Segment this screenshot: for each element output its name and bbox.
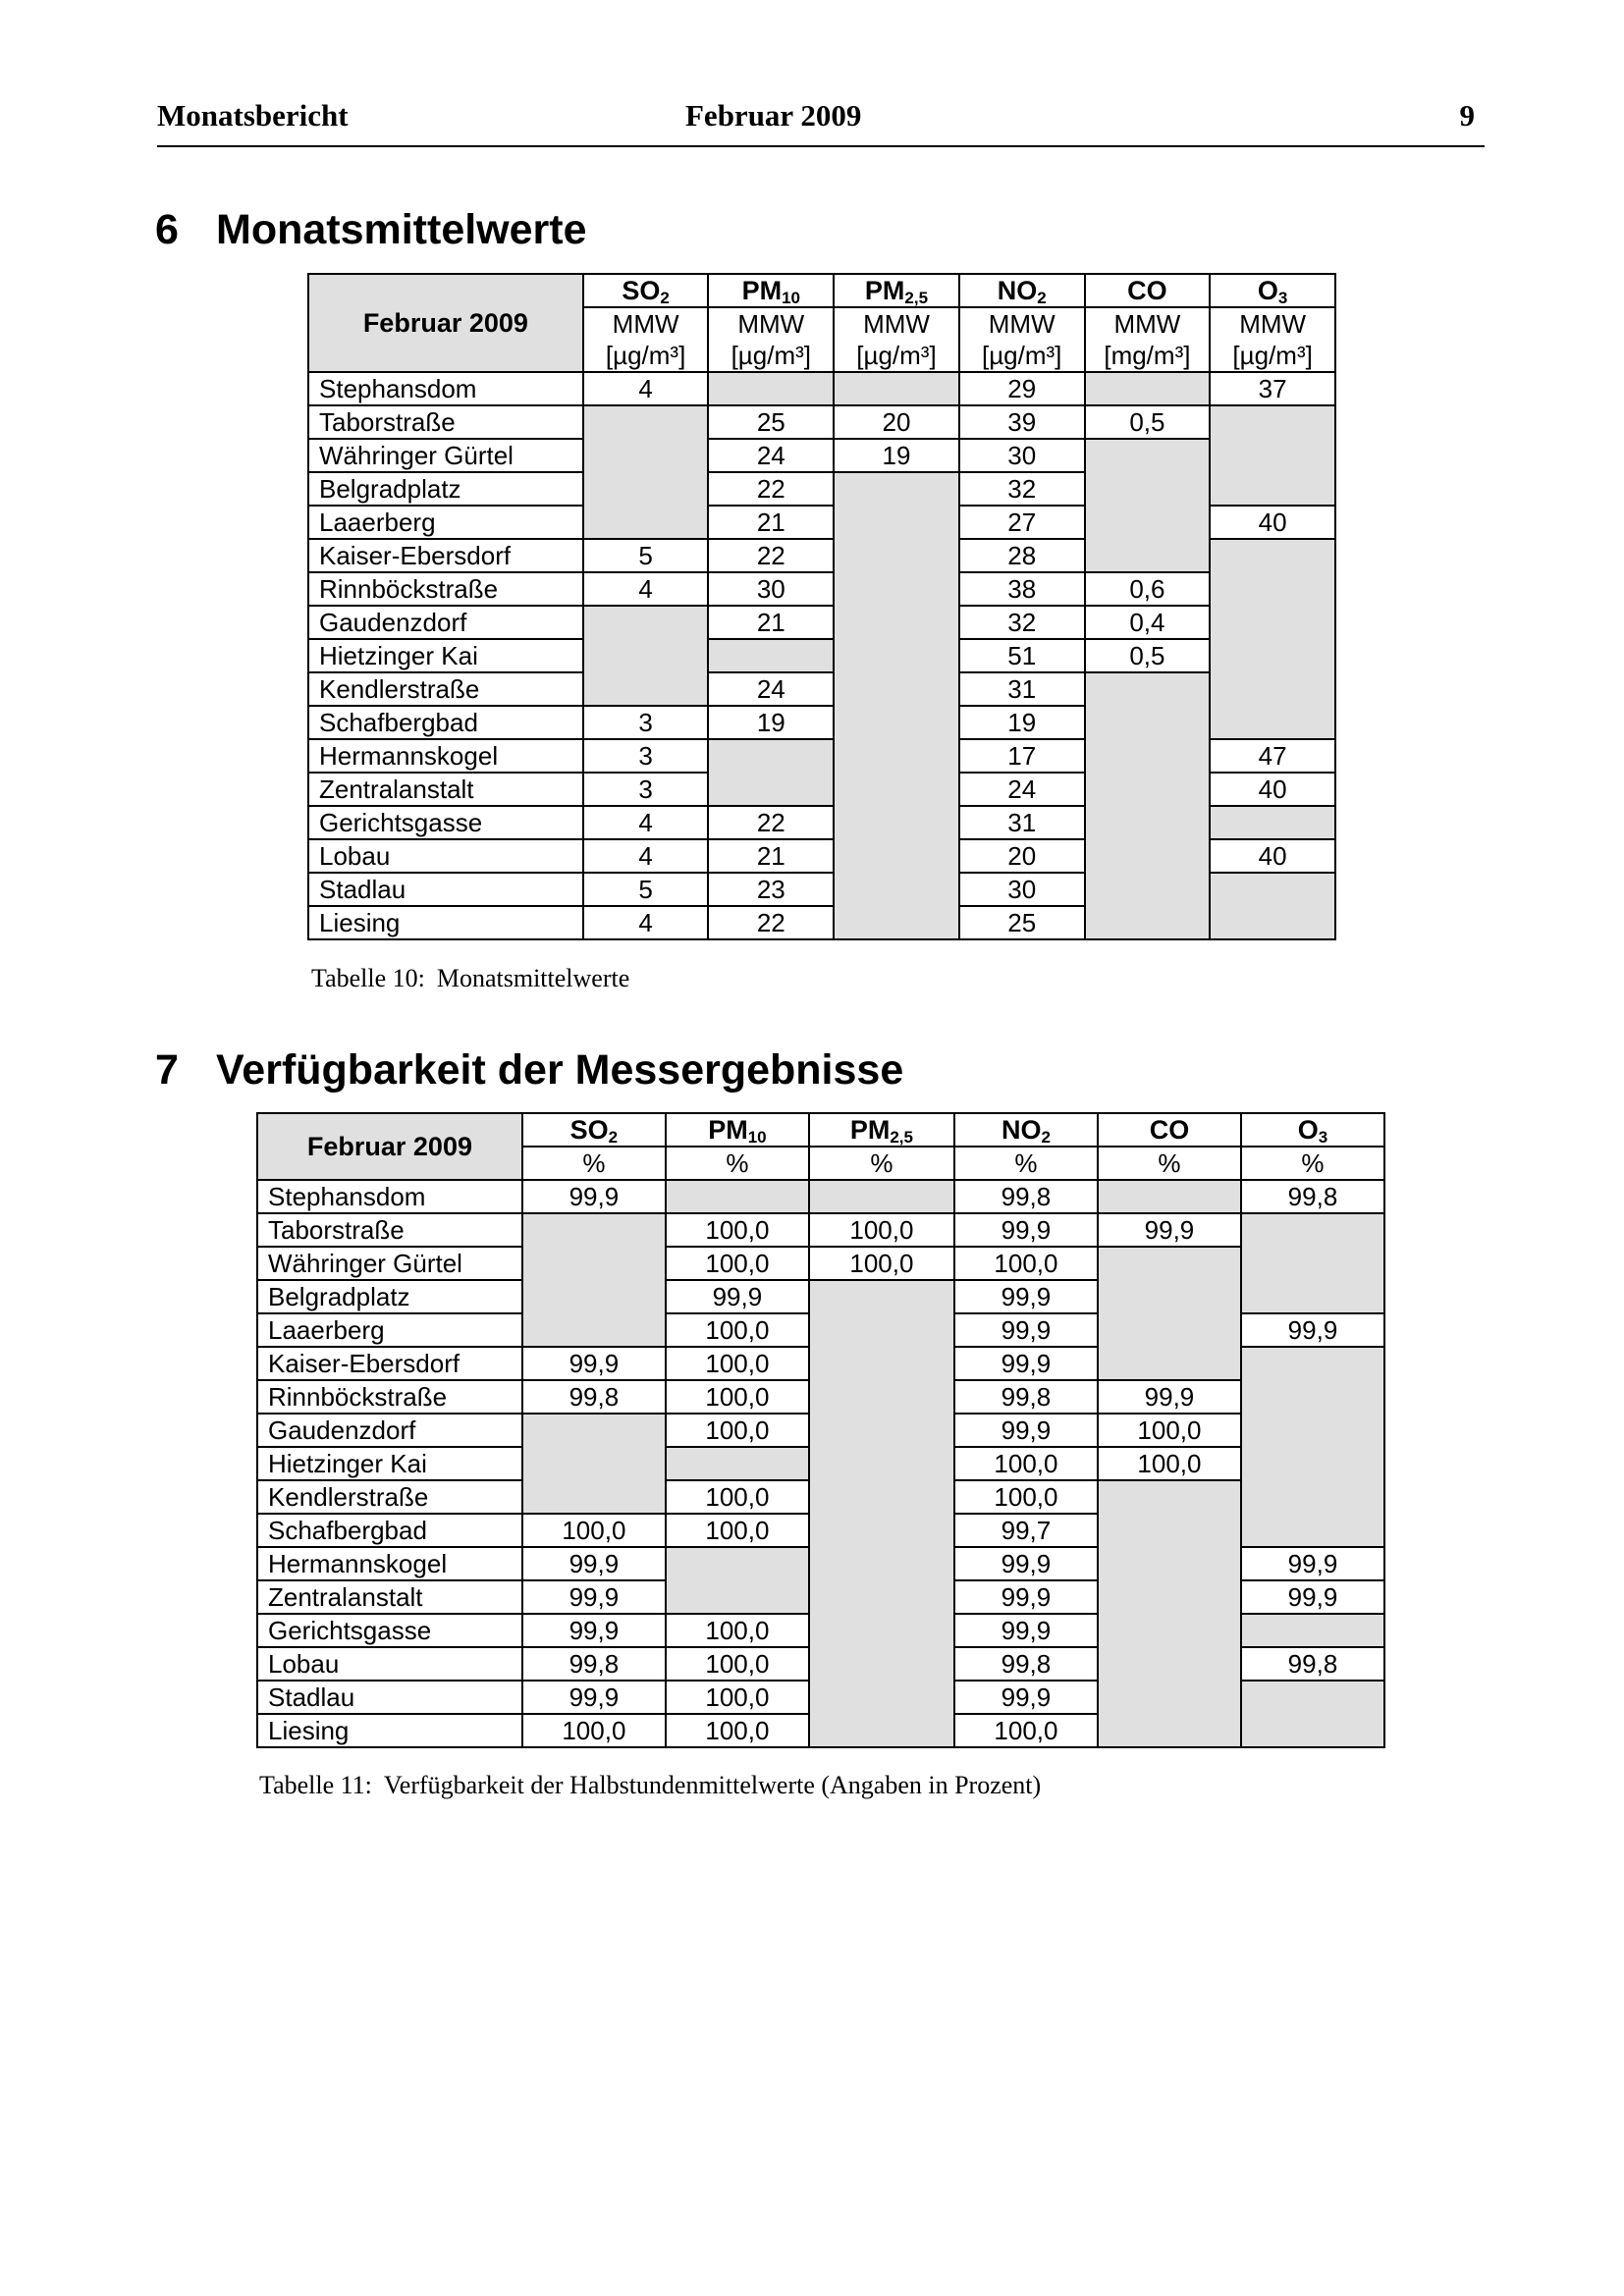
- value-cell-pm10: 100,0: [666, 1213, 809, 1247]
- value-cell-o3: 37: [1210, 372, 1335, 405]
- station-name: Lobau: [308, 839, 583, 873]
- value-cell-no2: 100,0: [954, 1480, 1098, 1514]
- no-measurement-cell: [522, 1414, 666, 1514]
- value-cell-pm10: 19: [708, 706, 834, 739]
- unit-label: MMW: [612, 309, 679, 339]
- station-name: Hietzinger Kai: [257, 1447, 522, 1480]
- station-name: Taborstraße: [308, 405, 583, 439]
- unit-dimension: [µg/m³]: [981, 341, 1062, 370]
- no-measurement-cell: [1241, 1614, 1384, 1647]
- value-cell-no2: 100,0: [954, 1247, 1098, 1280]
- table-row: [257, 1247, 1384, 1280]
- column-header-unit: %: [954, 1147, 1098, 1180]
- station-name: Rinnböckstraße: [257, 1380, 522, 1414]
- value-cell-o3: 99,8: [1241, 1647, 1384, 1681]
- no-measurement-cell: [1098, 1480, 1241, 1747]
- caption-text: Verfügbarkeit der Halbstundenmittelwerte (Angaben in Prozent): [383, 1771, 1042, 1799]
- value-cell-o3: 47: [1210, 739, 1335, 773]
- table-row: [257, 1180, 1384, 1213]
- value-cell-so2: 100,0: [522, 1514, 666, 1547]
- value-cell-no2: 30: [959, 873, 1085, 906]
- page-number: 9: [1459, 98, 1475, 133]
- value-cell-no2: 99,9: [954, 1681, 1098, 1714]
- pollutant-name: PM: [849, 1114, 891, 1145]
- station-name: Kaiser-Ebersdorf: [257, 1347, 522, 1380]
- value-cell-no2: 24: [959, 773, 1085, 806]
- pollutant-subscript: 2,5: [890, 1127, 913, 1147]
- pollutant-name: NO: [997, 275, 1038, 305]
- column-header-unit: [1085, 307, 1211, 372]
- value-cell-pm10: 22: [708, 906, 834, 939]
- column-header-unit: [583, 307, 709, 372]
- unit-label: MMW: [988, 309, 1056, 339]
- value-cell-no2: 39: [959, 405, 1085, 439]
- station-name: Schafbergbad: [308, 706, 583, 739]
- station-name: Stadlau: [257, 1681, 522, 1714]
- value-cell-no2: 99,9: [954, 1313, 1098, 1347]
- column-header-unit: [708, 307, 834, 372]
- corner-label: Februar 2009: [257, 1113, 522, 1180]
- no-measurement-cell: [1210, 539, 1335, 739]
- value-cell-no2: 99,9: [954, 1213, 1098, 1247]
- table-caption: [259, 1769, 1041, 1802]
- column-header-pollutant: [1098, 1113, 1241, 1147]
- no-measurement-cell: [1085, 439, 1211, 572]
- section-heading-verfuegbarkeit: [155, 1042, 903, 1097]
- value-cell-no2: 20: [959, 839, 1085, 873]
- station-name: Zentralanstalt: [257, 1580, 522, 1614]
- value-cell-no2: 99,8: [954, 1647, 1098, 1681]
- pollutant-subscript: 2: [1041, 1127, 1051, 1147]
- value-cell-pm10: 100,0: [666, 1313, 809, 1347]
- station-name: Stephansdom: [308, 372, 583, 405]
- value-cell-no2: 99,9: [954, 1547, 1098, 1580]
- header-row: [308, 274, 1335, 307]
- value-cell-o3: 40: [1210, 839, 1335, 873]
- value-cell-pm25: 19: [834, 439, 959, 472]
- station-name: Kaiser-Ebersdorf: [308, 539, 583, 572]
- value-cell-pm10: 100,0: [666, 1614, 809, 1647]
- station-name: Gaudenzdorf: [308, 606, 583, 639]
- value-cell-pm10: 100,0: [666, 1380, 809, 1414]
- running-header-date: Februar 2009: [685, 98, 862, 133]
- value-cell-o3: 99,9: [1241, 1580, 1384, 1614]
- no-measurement-cell: [1210, 873, 1335, 939]
- value-cell-so2: 4: [583, 372, 709, 405]
- station-name: Belgradplatz: [308, 472, 583, 506]
- no-measurement-cell: [1085, 372, 1211, 405]
- no-measurement-cell: [834, 372, 959, 405]
- pollutant-subscript: 2: [1037, 288, 1047, 307]
- value-cell-so2: 99,9: [522, 1614, 666, 1647]
- value-cell-so2: 5: [583, 539, 709, 572]
- table-row: [308, 672, 1335, 706]
- section-number: 7: [155, 1046, 179, 1094]
- no-measurement-cell: [666, 1447, 809, 1480]
- value-cell-no2: 17: [959, 739, 1085, 773]
- value-cell-no2: 27: [959, 506, 1085, 539]
- caption-label: Tabelle 10:: [311, 964, 425, 992]
- value-cell-pm25: 100,0: [809, 1213, 954, 1247]
- value-cell-co: 0,4: [1085, 606, 1211, 639]
- station-name: Gaudenzdorf: [257, 1414, 522, 1447]
- pollutant-subscript: 2,5: [904, 288, 929, 307]
- value-cell-co: 0,5: [1085, 405, 1211, 439]
- value-cell-pm10: 23: [708, 873, 834, 906]
- pollutant-name: CO: [1149, 1114, 1190, 1145]
- header-rule: [157, 145, 1485, 147]
- pollutant-name: NO: [1001, 1114, 1042, 1145]
- caption-label: Tabelle 11:: [259, 1771, 372, 1799]
- column-header-unit: [1210, 307, 1335, 372]
- value-cell-pm10: 21: [708, 506, 834, 539]
- value-cell-no2: 100,0: [954, 1447, 1098, 1480]
- column-header-pollutant: [666, 1113, 809, 1147]
- column-header-unit: %: [522, 1147, 666, 1180]
- value-cell-o3: 99,9: [1241, 1313, 1384, 1347]
- value-cell-so2: 99,8: [522, 1380, 666, 1414]
- column-header-pollutant: [959, 274, 1085, 307]
- value-cell-pm10: 21: [708, 606, 834, 639]
- station-name: Taborstraße: [257, 1213, 522, 1247]
- station-name: Lobau: [257, 1647, 522, 1681]
- no-measurement-cell: [666, 1547, 809, 1614]
- value-cell-no2: 31: [959, 672, 1085, 706]
- caption-text: Monatsmittelwerte: [436, 964, 630, 992]
- table-row: [308, 405, 1335, 439]
- value-cell-no2: 28: [959, 539, 1085, 572]
- value-cell-no2: 38: [959, 572, 1085, 606]
- no-measurement-cell: [1098, 1247, 1241, 1380]
- section-number: 6: [155, 206, 179, 253]
- station-name: Zentralanstalt: [308, 773, 583, 806]
- no-measurement-cell: [1085, 672, 1211, 939]
- station-name: Stephansdom: [257, 1180, 522, 1213]
- no-measurement-cell: [708, 639, 834, 672]
- value-cell-pm10: 30: [708, 572, 834, 606]
- pollutant-name: O: [1297, 1114, 1319, 1145]
- value-cell-so2: 3: [583, 773, 709, 806]
- station-name: Hietzinger Kai: [308, 639, 583, 672]
- no-measurement-cell: [1210, 806, 1335, 839]
- value-cell-so2: 3: [583, 739, 709, 773]
- column-header-pollutant: [809, 1113, 954, 1147]
- value-cell-pm10: 99,9: [666, 1280, 809, 1313]
- value-cell-pm10: 100,0: [666, 1480, 809, 1514]
- value-cell-co: 100,0: [1098, 1447, 1241, 1480]
- station-name: Kendlerstraße: [308, 672, 583, 706]
- value-cell-o3: 40: [1210, 773, 1335, 806]
- value-cell-pm10: 22: [708, 806, 834, 839]
- section-title: Verfügbarkeit der Messergebnisse: [216, 1046, 904, 1094]
- value-cell-no2: 99,9: [954, 1280, 1098, 1313]
- no-measurement-cell: [708, 372, 834, 405]
- value-cell-no2: 100,0: [954, 1714, 1098, 1747]
- value-cell-no2: 29: [959, 372, 1085, 405]
- value-cell-co: 0,6: [1085, 572, 1211, 606]
- value-cell-so2: 4: [583, 906, 709, 939]
- value-cell-o3: 40: [1210, 506, 1335, 539]
- no-measurement-cell: [583, 405, 709, 539]
- value-cell-so2: 99,9: [522, 1681, 666, 1714]
- unit-dimension: [µg/m³]: [856, 341, 937, 370]
- column-header-pollutant: [1210, 274, 1335, 307]
- column-header-pollutant: [954, 1113, 1098, 1147]
- value-cell-pm10: 100,0: [666, 1514, 809, 1547]
- value-cell-no2: 32: [959, 472, 1085, 506]
- pollutant-name: SO: [622, 275, 661, 305]
- value-cell-co: 99,9: [1098, 1380, 1241, 1414]
- value-cell-so2: 5: [583, 873, 709, 906]
- unit-dimension: [µg/m³]: [731, 341, 811, 370]
- table-caption: [311, 962, 629, 995]
- no-measurement-cell: [1241, 1213, 1384, 1313]
- unit-dimension: [mg/m³]: [1104, 341, 1191, 370]
- unit-label: MMW: [1113, 309, 1181, 339]
- station-name: Währinger Gürtel: [257, 1247, 522, 1280]
- no-measurement-cell: [809, 1280, 954, 1747]
- value-cell-pm10: 100,0: [666, 1714, 809, 1747]
- column-header-pollutant: [522, 1113, 666, 1147]
- value-cell-so2: 4: [583, 806, 709, 839]
- table-row: [308, 572, 1335, 606]
- station-name: Liesing: [257, 1714, 522, 1747]
- value-cell-co: 100,0: [1098, 1414, 1241, 1447]
- no-measurement-cell: [1241, 1681, 1384, 1747]
- value-cell-no2: 99,9: [954, 1580, 1098, 1614]
- value-cell-no2: 31: [959, 806, 1085, 839]
- station-name: Währinger Gürtel: [308, 439, 583, 472]
- value-cell-no2: 99,8: [954, 1180, 1098, 1213]
- station-name: Kendlerstraße: [257, 1480, 522, 1514]
- station-name: Hermannskogel: [308, 739, 583, 773]
- header-row: [257, 1113, 1384, 1147]
- no-measurement-cell: [1210, 405, 1335, 506]
- station-name: Laaerberg: [257, 1313, 522, 1347]
- table-row: [257, 1213, 1384, 1247]
- value-cell-pm10: 100,0: [666, 1247, 809, 1280]
- table-verfuegbarkeit: [256, 1112, 1385, 1748]
- no-measurement-cell: [1241, 1347, 1384, 1547]
- column-header-unit: %: [1241, 1147, 1384, 1180]
- value-cell-so2: 99,9: [522, 1347, 666, 1380]
- value-cell-pm10: 25: [708, 405, 834, 439]
- value-cell-pm10: 100,0: [666, 1414, 809, 1447]
- no-measurement-cell: [583, 606, 709, 706]
- value-cell-o3: 99,8: [1241, 1180, 1384, 1213]
- running-header-title: Monatsbericht: [157, 98, 349, 133]
- table-row: [308, 372, 1335, 405]
- column-header-unit: %: [809, 1147, 954, 1180]
- station-name: Gerichtsgasse: [308, 806, 583, 839]
- station-name: Rinnböckstraße: [308, 572, 583, 606]
- pollutant-name: O: [1257, 275, 1278, 305]
- value-cell-pm10: 100,0: [666, 1647, 809, 1681]
- value-cell-so2: 99,9: [522, 1580, 666, 1614]
- value-cell-pm10: 100,0: [666, 1347, 809, 1380]
- column-header-unit: %: [666, 1147, 809, 1180]
- value-cell-so2: 99,9: [522, 1547, 666, 1580]
- value-cell-no2: 19: [959, 706, 1085, 739]
- table-row: [308, 439, 1335, 472]
- unit-label: MMW: [737, 309, 805, 339]
- corner-label: Februar 2009: [308, 274, 583, 372]
- unit-label: MMW: [863, 309, 930, 339]
- station-name: Gerichtsgasse: [257, 1614, 522, 1647]
- station-name: Stadlau: [308, 873, 583, 906]
- unit-label: MMW: [1239, 309, 1307, 339]
- value-cell-pm10: 24: [708, 672, 834, 706]
- column-header-pollutant: [708, 274, 834, 307]
- value-cell-so2: 4: [583, 572, 709, 606]
- value-cell-pm10: 22: [708, 472, 834, 506]
- table-row: [308, 639, 1335, 672]
- value-cell-no2: 30: [959, 439, 1085, 472]
- section-heading-monatsmittelwerte: [155, 202, 587, 257]
- station-name: Belgradplatz: [257, 1280, 522, 1313]
- value-cell-so2: 99,9: [522, 1180, 666, 1213]
- value-cell-so2: 100,0: [522, 1714, 666, 1747]
- pollutant-name: CO: [1127, 275, 1167, 305]
- pollutant-name: PM: [864, 275, 905, 305]
- station-name: Schafbergbad: [257, 1514, 522, 1547]
- pollutant-subscript: 10: [747, 1127, 767, 1147]
- value-cell-no2: 25: [959, 906, 1085, 939]
- column-header-pollutant: [1241, 1113, 1384, 1147]
- pollutant-subscript: 2: [660, 288, 670, 307]
- value-cell-no2: 99,9: [954, 1414, 1098, 1447]
- column-header-pollutant: [834, 274, 959, 307]
- value-cell-no2: 99,8: [954, 1380, 1098, 1414]
- value-cell-o3: 99,9: [1241, 1547, 1384, 1580]
- pollutant-name: PM: [708, 1114, 748, 1145]
- station-name: Hermannskogel: [257, 1547, 522, 1580]
- value-cell-so2: 3: [583, 706, 709, 739]
- section-title: Monatsmittelwerte: [216, 206, 587, 253]
- no-measurement-cell: [666, 1180, 809, 1213]
- no-measurement-cell: [834, 472, 959, 939]
- pollutant-subscript: 3: [1277, 288, 1288, 307]
- column-header-unit: %: [1098, 1147, 1241, 1180]
- no-measurement-cell: [522, 1213, 666, 1347]
- value-cell-pm10: 21: [708, 839, 834, 873]
- pollutant-subscript: 3: [1318, 1127, 1328, 1147]
- pollutant-name: SO: [569, 1114, 609, 1145]
- value-cell-pm10: 100,0: [666, 1681, 809, 1714]
- value-cell-co: 99,9: [1098, 1213, 1241, 1247]
- column-header-unit: [959, 307, 1085, 372]
- value-cell-pm25: 20: [834, 405, 959, 439]
- no-measurement-cell: [708, 739, 834, 806]
- table-row: [308, 606, 1335, 639]
- value-cell-no2: 99,9: [954, 1614, 1098, 1647]
- column-header-pollutant: [1085, 274, 1211, 307]
- no-measurement-cell: [809, 1180, 954, 1213]
- value-cell-no2: 32: [959, 606, 1085, 639]
- pollutant-subscript: 10: [782, 288, 800, 307]
- unit-dimension: [µg/m³]: [1232, 341, 1313, 370]
- value-cell-no2: 99,7: [954, 1514, 1098, 1547]
- value-cell-no2: 51: [959, 639, 1085, 672]
- value-cell-pm25: 100,0: [809, 1247, 954, 1280]
- no-measurement-cell: [1098, 1180, 1241, 1213]
- value-cell-pm10: 22: [708, 539, 834, 572]
- table-monatsmittelwerte: [307, 273, 1336, 940]
- unit-dimension: [µg/m³]: [605, 341, 686, 370]
- column-header-pollutant: [583, 274, 709, 307]
- column-header-unit: [834, 307, 959, 372]
- value-cell-so2: 99,8: [522, 1647, 666, 1681]
- station-name: Liesing: [308, 906, 583, 939]
- pollutant-name: PM: [741, 275, 783, 305]
- value-cell-co: 0,5: [1085, 639, 1211, 672]
- station-name: Laaerberg: [308, 506, 583, 539]
- pollutant-subscript: 2: [608, 1127, 619, 1147]
- value-cell-no2: 99,9: [954, 1347, 1098, 1380]
- value-cell-so2: 4: [583, 839, 709, 873]
- value-cell-pm10: 24: [708, 439, 834, 472]
